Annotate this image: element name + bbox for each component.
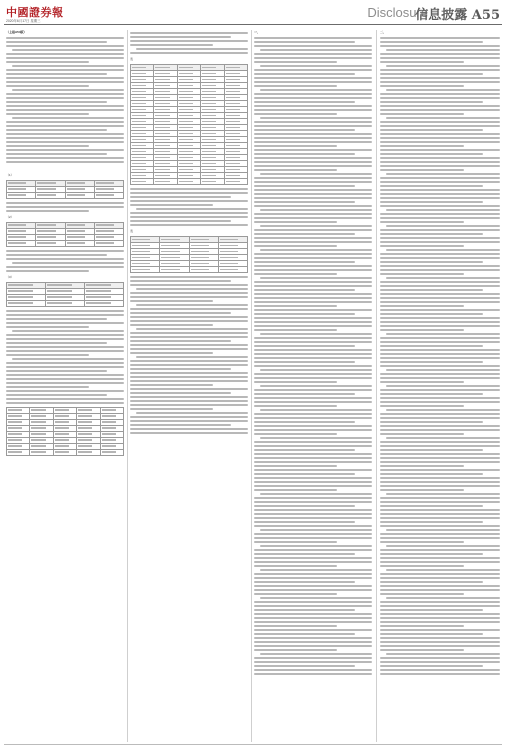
table-caption: （1） [6,172,14,177]
data-table [6,407,124,456]
column-3 [254,30,372,742]
text-block [130,32,248,54]
column-2 [130,30,248,742]
text-block [254,37,372,675]
continuation-note: （上接A54版） [6,30,27,34]
column-4 [380,30,500,742]
table-secondary [130,229,248,273]
section-heading: 二、 [380,30,387,34]
table-caption: 表 [130,229,134,233]
table-caption: （3） [6,274,14,279]
newspaper-name: 中國證券報 [6,6,64,19]
column-1 [6,30,124,742]
table-3 [6,275,124,307]
text-block [6,202,124,212]
text-block [130,188,248,226]
table-caption: 表 [130,57,134,61]
page-footer-rule [4,744,502,745]
text-block [6,37,124,163]
column-divider [376,30,377,742]
table-1 [6,173,124,199]
column-divider [127,30,128,742]
text-block [6,250,124,272]
text-block [6,310,124,404]
issue-date: 2020年6月17日 星期三 [6,19,41,23]
table-caption: （2） [6,214,14,219]
section-title-en: Disclosure [367,5,428,20]
section-heading: 一、 [254,30,261,34]
masthead [4,4,502,25]
section-title-cn: 信息披露 A55 [415,8,500,23]
table-main [130,57,248,185]
text-block [380,37,500,675]
text-block [130,276,248,434]
table-2 [6,215,124,247]
column-divider [251,30,252,742]
